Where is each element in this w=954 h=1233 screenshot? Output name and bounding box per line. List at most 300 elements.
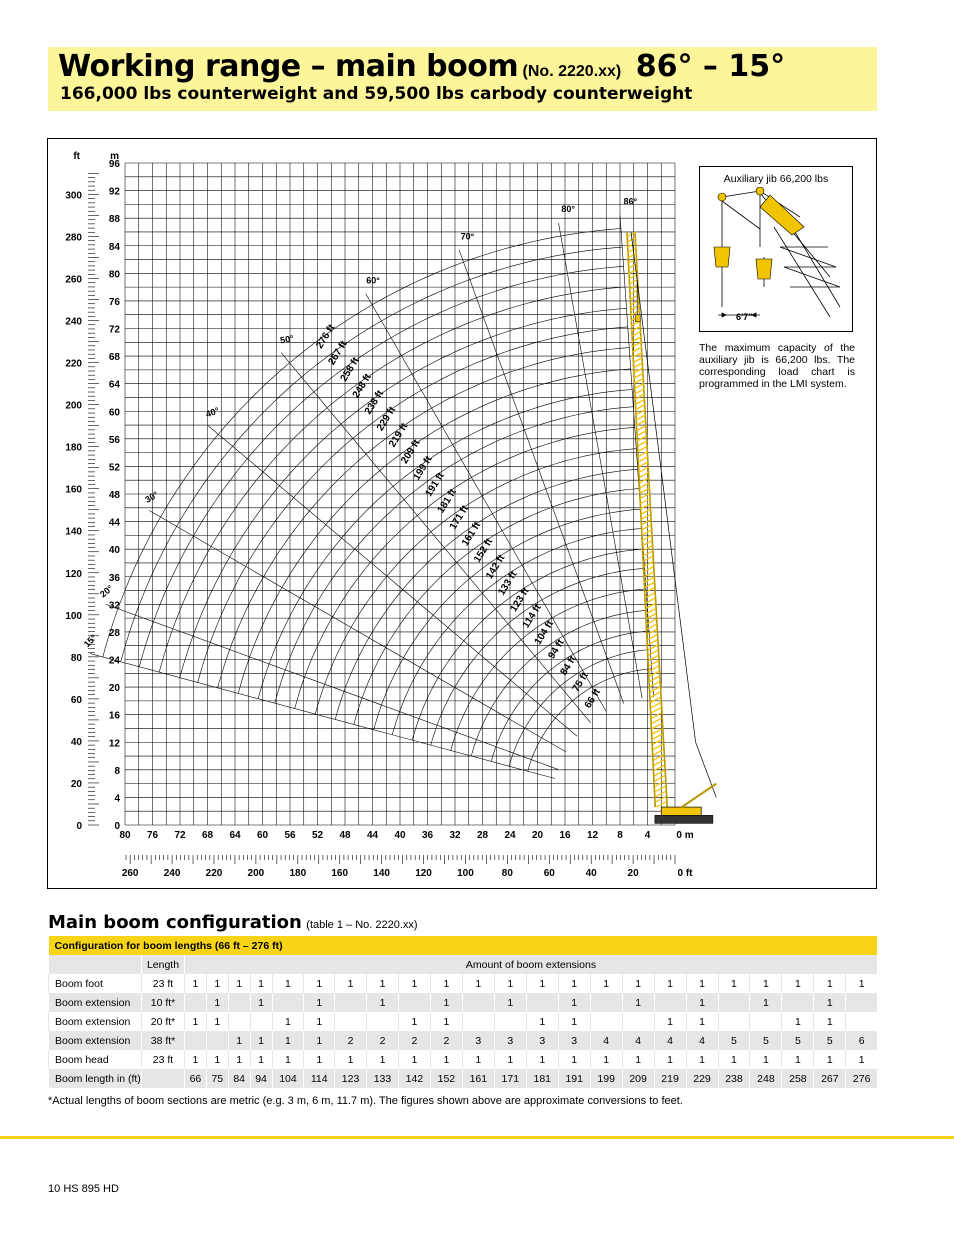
table-cell: 1 — [185, 974, 207, 993]
boom-angle-ray — [281, 353, 590, 723]
table-cell: 1 — [304, 993, 335, 1012]
y-tick-label-m: 80 — [108, 269, 120, 281]
boom-length-arc — [198, 327, 628, 683]
y-tick-label-ft: 0 — [76, 821, 82, 832]
table-cell — [367, 1012, 399, 1031]
boom-lacing — [654, 755, 664, 760]
y-tick-label-ft: 180 — [65, 442, 82, 454]
boom-length-arc — [412, 549, 643, 740]
table-cell: 3 — [494, 1031, 526, 1050]
table-cell: 1 — [718, 1050, 750, 1069]
table-row — [49, 974, 878, 993]
y-tick-label-ft: 260 — [65, 274, 82, 286]
crane-crawler — [655, 815, 713, 823]
boom-lacing — [633, 368, 643, 373]
table-cell — [398, 993, 430, 1012]
angle-label: 20° — [98, 582, 115, 600]
table-cell: 1 — [814, 974, 846, 993]
boom-config-table — [48, 936, 877, 1088]
boom-length-label: 229 ft — [374, 404, 399, 433]
angle-label: 86° — [623, 196, 638, 207]
table-cell: 6 — [846, 1031, 877, 1050]
table-cell: 114 — [304, 1069, 335, 1088]
gantry — [682, 784, 716, 807]
column-header-amount: Amount of boom extensions — [185, 955, 878, 974]
table-cell: 1 — [558, 993, 590, 1012]
boom-length-label: 66 ft — [582, 687, 603, 711]
table-cell: 84 — [228, 1069, 250, 1088]
column-header-empty — [49, 955, 142, 974]
boom-lacing — [636, 415, 646, 420]
boom-lacing — [636, 425, 646, 430]
angle-label: 15° — [81, 632, 99, 650]
table-cell — [590, 1012, 622, 1031]
boom-lacing — [643, 551, 653, 556]
boom-lacing — [650, 687, 660, 692]
boom-length-label: 75 ft — [570, 670, 591, 694]
boom-length-label: 267 ft — [326, 339, 350, 368]
table-cell: 219 — [654, 1069, 686, 1088]
y-tick-label-m: 40 — [108, 545, 120, 557]
table-cell: 142 — [398, 1069, 430, 1088]
boom-lacing — [630, 305, 640, 310]
row-length: 23 ft — [142, 1050, 185, 1069]
boom-lacing — [652, 713, 662, 718]
table-cell: 1 — [335, 1050, 367, 1069]
y-tick-label-ft: 200 — [65, 400, 82, 412]
boom-length-arc — [121, 247, 623, 662]
y-tick-label-m: 0 — [114, 821, 120, 832]
y-tick-label-m: 24 — [108, 655, 120, 667]
y-tick-label-ft: 80 — [70, 652, 82, 664]
row-label: Boom extension — [49, 1012, 142, 1031]
y-tick-label-m: 84 — [108, 241, 120, 253]
table-cell: 1 — [686, 993, 718, 1012]
table-cell: 199 — [590, 1069, 622, 1088]
table-cell: 1 — [750, 993, 782, 1012]
table-cell — [185, 1031, 207, 1050]
table-cell: 161 — [462, 1069, 494, 1088]
jib-note: The maximum capacity of the auxiliary jib is 66,200 lbs. The corresponding load chart is programmed in the LMI system. — [699, 342, 855, 390]
table-cell — [846, 993, 877, 1012]
y-tick-label-ft: 120 — [65, 568, 82, 580]
boom-length-arc — [491, 631, 649, 761]
table-cell: 1 — [462, 974, 494, 993]
x-tick-label-m: 72 — [174, 830, 186, 841]
x-tick-label-m: 20 — [531, 830, 544, 841]
y-tick-label-m: 64 — [108, 379, 120, 391]
boom-lacing — [638, 452, 648, 457]
table-cell: 1 — [367, 993, 399, 1012]
config-footnote: *Actual lengths of boom sections are metric (e.g. 3 m, 6 m, 11.7 m). The figures shown above are approximate conversions to feet. — [48, 1095, 683, 1107]
boom-lacing — [645, 587, 655, 592]
boom-lacing — [644, 577, 654, 582]
table-cell: 1 — [398, 1012, 430, 1031]
x-tick-label-m: 68 — [201, 830, 214, 841]
jib-title: Auxiliary jib 66,200 lbs — [723, 173, 829, 185]
x-tick-label-ft: 100 — [457, 868, 474, 879]
table-cell: 1 — [718, 974, 750, 993]
boom-lacing — [651, 708, 661, 713]
boom-lacing — [634, 378, 644, 383]
table-cell: 1 — [814, 993, 846, 1012]
table-cell: 1 — [430, 974, 462, 993]
boom-length-arc — [159, 287, 625, 672]
table-cell: 191 — [558, 1069, 590, 1088]
boom-lacing — [652, 729, 662, 734]
boom-length-arc — [295, 427, 635, 711]
table-cell: 248 — [750, 1069, 782, 1088]
table-cell — [526, 993, 558, 1012]
boom-lacing — [641, 520, 651, 525]
table-cell — [718, 993, 750, 1012]
table-cell — [750, 1012, 782, 1031]
table-cell: 1 — [750, 1050, 782, 1069]
table-cell: 1 — [206, 1050, 228, 1069]
y-tick-label-m: 28 — [108, 627, 120, 639]
table-cell: 1 — [622, 1050, 654, 1069]
y-tick-label-ft: 40 — [70, 736, 82, 748]
table-cell — [654, 993, 686, 1012]
x-tick-label-m: 16 — [559, 830, 571, 841]
table-cell: 1 — [590, 974, 622, 993]
boom-lacing — [636, 410, 646, 415]
title-main-text: Working range – main boom — [58, 49, 519, 84]
x-tick-label-m: 28 — [476, 830, 489, 841]
row-length: 10 ft* — [142, 993, 185, 1012]
boom-lacing — [639, 472, 649, 477]
boom-lacing — [652, 718, 662, 723]
x-tick-label-ft: 20 — [627, 868, 639, 879]
boom-lacing — [650, 692, 660, 697]
table-cell: 1 — [272, 1012, 304, 1031]
boom-length-label: 84 ft — [558, 654, 579, 678]
boom-length-label: 199 ft — [411, 454, 435, 483]
boom-lacing — [644, 567, 654, 572]
table-cell: 1 — [846, 974, 877, 993]
boom-lacing — [645, 582, 655, 587]
table-cell: 1 — [304, 1050, 335, 1069]
boom-lacing — [648, 640, 658, 645]
boom-lacing — [654, 760, 664, 765]
table-cell — [335, 993, 367, 1012]
table-cell: 1 — [206, 974, 228, 993]
boom-lacing — [634, 373, 644, 378]
boom-lacing — [643, 556, 653, 561]
boom-length-arc — [451, 589, 646, 751]
page-number: 10 — [48, 1183, 61, 1195]
boom-pendant — [696, 742, 717, 797]
boom-length-arc — [103, 229, 621, 658]
table-row — [49, 1050, 878, 1069]
boom-length-label: 209 ft — [399, 437, 423, 466]
hook-block — [635, 315, 640, 322]
table-cell: 2 — [430, 1031, 462, 1050]
boom-length-label: 123 ft — [508, 585, 532, 614]
angle-label: 50° — [279, 333, 295, 346]
boom-length-arc — [509, 650, 650, 767]
table-cell — [590, 993, 622, 1012]
boom-length-label: 219 ft — [387, 421, 411, 450]
table-cell: 4 — [654, 1031, 686, 1050]
table-cell: 258 — [782, 1069, 814, 1088]
table-cell: 4 — [686, 1031, 718, 1050]
table-cell — [494, 1012, 526, 1031]
table-cell: 4 — [622, 1031, 654, 1050]
table-cell: 1 — [590, 1050, 622, 1069]
boom-lacing — [649, 655, 659, 660]
x-tick-label-m: 0 m — [676, 830, 694, 841]
table-cell: 5 — [750, 1031, 782, 1050]
table-cell: 5 — [718, 1031, 750, 1050]
x-tick-label-m: 36 — [421, 830, 434, 841]
y-tick-label-m: 44 — [108, 517, 120, 529]
x-tick-label-ft: 140 — [373, 868, 390, 879]
table-row — [49, 993, 878, 1012]
table-cell: 1 — [367, 1050, 399, 1069]
table-cell: 5 — [782, 1031, 814, 1050]
boom-lacing — [630, 295, 640, 300]
boom-lacing — [640, 488, 650, 493]
boom-lacing — [637, 431, 647, 436]
boom-lacing — [637, 436, 647, 441]
table-cell: 75 — [206, 1069, 228, 1088]
boom-lacing — [632, 331, 642, 336]
table-row — [49, 1012, 878, 1031]
y-tick-label-ft: 220 — [65, 358, 82, 370]
boom-lacing — [633, 352, 643, 357]
x-tick-label-ft: 60 — [543, 868, 555, 879]
x-tick-label-ft: 40 — [585, 868, 597, 879]
table-cell: 1 — [367, 974, 399, 993]
boom-lacing — [635, 389, 645, 394]
title-model-no: (No. 2220.xx) — [522, 63, 622, 80]
x-ft-ruler — [126, 855, 675, 864]
table-cell: 1 — [228, 1031, 250, 1050]
boom-length-label: 133 ft — [496, 569, 520, 598]
table-cell: 1 — [654, 1012, 686, 1031]
table-cell: 1 — [526, 1050, 558, 1069]
x-tick-label-ft: 260 — [121, 868, 139, 879]
boom-lacing — [633, 357, 643, 362]
table-cell: 1 — [654, 974, 686, 993]
y-tick-label-ft: 240 — [65, 316, 82, 328]
boom-length-label: 114 ft — [520, 602, 544, 631]
table-cell: 1 — [558, 974, 590, 993]
table-cell: 1 — [398, 1050, 430, 1069]
table-cell: 1 — [558, 1012, 590, 1031]
table-header-row — [49, 936, 878, 955]
row-length: 20 ft* — [142, 1012, 185, 1031]
table-cell — [622, 1012, 654, 1031]
y-tick-label-m: 8 — [114, 765, 120, 777]
config-table-ref: (table 1 – No. 2220.xx) — [306, 919, 418, 931]
boom-lacing — [640, 499, 650, 504]
y-tick-label-m: 68 — [108, 352, 120, 364]
table-cell: 3 — [526, 1031, 558, 1050]
title-angle-range: 86° – 15° — [635, 49, 786, 84]
table-cell: 94 — [250, 1069, 272, 1088]
table-cell: 3 — [462, 1031, 494, 1050]
boom-angle-ray — [208, 426, 577, 736]
boom-lacing — [632, 337, 642, 342]
table-column-header — [49, 955, 878, 974]
table-cell: 1 — [250, 993, 272, 1012]
row-length — [142, 1069, 185, 1088]
row-length: 38 ft* — [142, 1031, 185, 1050]
boom-lacing — [634, 384, 644, 389]
boom-length-label: 258 ft — [338, 355, 362, 384]
boom-lacing — [655, 776, 665, 781]
table-cell: 2 — [367, 1031, 399, 1050]
row-label: Boom foot — [49, 974, 142, 993]
y-tick-label-m: 48 — [108, 490, 120, 501]
x-tick-label-ft: 160 — [331, 868, 349, 879]
y-tick-label-m: 56 — [108, 434, 120, 446]
boom-length-label: 152 ft — [472, 536, 496, 565]
table-cell: 1 — [782, 1012, 814, 1031]
y-tick-label-ft: 300 — [65, 190, 82, 202]
table-cell — [335, 1012, 367, 1031]
table-cell: 1 — [558, 1050, 590, 1069]
table-cell: 1 — [526, 1012, 558, 1031]
boom-length-label: 191 ft — [423, 470, 447, 499]
x-tick-label-ft: 120 — [415, 868, 432, 879]
boom-length-arc — [218, 348, 630, 688]
y-tick-label-m: 4 — [114, 793, 120, 805]
table-cell — [462, 1012, 494, 1031]
y-tick-label-m: 32 — [108, 600, 120, 612]
angle-label: 30° — [143, 489, 161, 505]
table-cell: 1 — [782, 1050, 814, 1069]
boom-lacing — [653, 734, 663, 739]
y-tick-label-ft: 140 — [65, 526, 82, 538]
table-cell: 1 — [185, 1050, 207, 1069]
table-cell: 181 — [526, 1069, 558, 1088]
y-tick-label-ft: 160 — [65, 484, 82, 496]
boom-length-label: 181 ft — [435, 487, 459, 516]
boom-lacing — [654, 750, 664, 755]
x-tick-label-m: 4 — [644, 830, 651, 841]
boom-lacing — [649, 671, 659, 676]
boom-length-label: 161 ft — [459, 520, 484, 549]
table-cell: 1 — [430, 1050, 462, 1069]
boom-lacing — [651, 703, 661, 708]
table-cell: 276 — [846, 1069, 877, 1088]
x-tick-label-m: 64 — [229, 830, 241, 841]
boom-lacing — [641, 504, 651, 509]
boom-angle-rays — [90, 215, 653, 778]
boom-lacing — [635, 399, 645, 404]
jib-drawing — [700, 187, 852, 327]
table-cell: 1 — [494, 993, 526, 1012]
angle-label: 80° — [561, 204, 576, 215]
table-cell: 1 — [250, 974, 272, 993]
table-cell: 1 — [462, 1050, 494, 1069]
x-tick-label-ft: 220 — [205, 868, 223, 879]
table-cell: 1 — [686, 1012, 718, 1031]
table-cell: 1 — [782, 974, 814, 993]
table-cell: 1 — [622, 974, 654, 993]
table-cell: 1 — [185, 1012, 207, 1031]
boom-lacing — [650, 676, 660, 681]
boom-lacing — [644, 561, 654, 566]
boom-lacing — [635, 404, 645, 409]
table-cell — [250, 1012, 272, 1031]
y-tick-label-m: 72 — [108, 324, 120, 336]
boom-length-arcs — [103, 229, 652, 772]
x-tick-label-m: 24 — [504, 830, 516, 841]
table-cell: 1 — [654, 1050, 686, 1069]
boom-angle-ray — [90, 654, 555, 779]
boom-lacing — [633, 363, 643, 368]
table-cell: 1 — [686, 1050, 718, 1069]
row-label: Boom extension — [49, 993, 142, 1012]
table-row — [49, 1069, 878, 1088]
table-cell: 133 — [367, 1069, 399, 1088]
y-tick-label-m: 12 — [108, 738, 120, 750]
x-tick-label-m: 60 — [256, 830, 269, 841]
table-cell: 267 — [814, 1069, 846, 1088]
y-tick-label-m: 76 — [108, 296, 120, 308]
table-cell: 1 — [335, 974, 367, 993]
table-cell — [206, 1031, 228, 1050]
boom-length-label: 171 ft — [447, 503, 471, 532]
table-cell — [228, 993, 250, 1012]
y-tick-label-ft: 280 — [65, 232, 82, 244]
boom-lacing — [641, 509, 651, 514]
footer-rule — [0, 1136, 954, 1139]
row-label: Boom extension — [49, 1031, 142, 1050]
boom-lacing — [651, 697, 661, 702]
boom-length-label: 142 ft — [484, 553, 508, 582]
y-tick-label-m: 92 — [108, 186, 120, 198]
table-cell: 1 — [304, 1012, 335, 1031]
auxiliary-jib-box — [699, 166, 853, 332]
y-unit-m: m — [110, 151, 119, 162]
x-tick-label-m: 52 — [311, 830, 324, 841]
table-cell: 1 — [206, 1012, 228, 1031]
table-cell: 1 — [228, 1050, 250, 1069]
boom-lacing — [655, 770, 665, 775]
y-tick-label-m: 88 — [108, 214, 120, 226]
table-cell: 1 — [272, 1050, 304, 1069]
y-tick-label-m: 20 — [108, 683, 120, 695]
boom-lacing — [635, 394, 645, 399]
table-cell: 1 — [304, 1031, 335, 1050]
x-tick-label-m: 32 — [449, 830, 461, 841]
boom-lacing — [637, 441, 647, 446]
table-cell: 1 — [250, 1031, 272, 1050]
x-tick-label-m: 48 — [339, 830, 351, 841]
x-tick-label-m: 56 — [284, 830, 296, 841]
table-cell: 123 — [335, 1069, 367, 1088]
angle-label: 70° — [460, 231, 475, 242]
y-tick-label-m: 36 — [108, 572, 120, 584]
table-cell: 1 — [494, 974, 526, 993]
x-tick-label-m: 40 — [394, 830, 406, 841]
config-heading: Main boom configuration — [48, 912, 302, 933]
table-cell — [185, 993, 207, 1012]
row-length: 23 ft — [142, 974, 185, 993]
table-cell: 5 — [814, 1031, 846, 1050]
x-tick-label-ft: 80 — [501, 868, 513, 879]
x-tick-label-ft: 240 — [163, 868, 181, 879]
table-cell — [782, 993, 814, 1012]
table-cell: 1 — [622, 993, 654, 1012]
boom-lacing — [642, 525, 652, 530]
boom-length-label: 248 ft — [350, 372, 374, 401]
